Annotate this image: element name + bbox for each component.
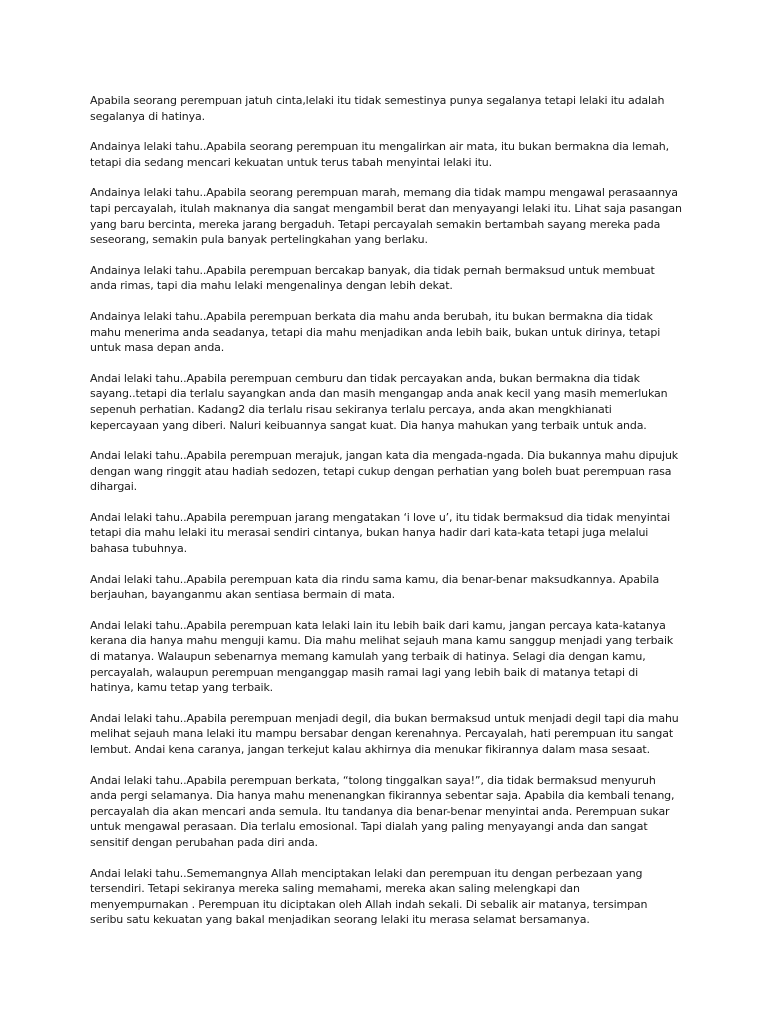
document-page (90, 93, 690, 943)
paragraph-2: Andainya lelaki tahu..Apabila seorang perempuan itu mengalirkan air mata, itu bukan bermakna dia lemah, tetapi dia sedang mencari kekuatan untuk terus tabah menyintai lelaki itu. (90, 140, 669, 169)
paragraph-11: Andai lelaki tahu..Apabila perempuan menjadi degil, dia bukan bermaksud untuk menjadi degil tapi dia mahu melihat sejauh mana lelaki itu mampu bersabar dengan kerenahnya. Percayalah, hati perempuan itu sangat lembut. Andai kena caranya, jangan terkejut kalau akhirnya dia menukar fikirannya dalam masa sesaat. (90, 711, 679, 756)
paragraph-10: Andai lelaki tahu..Apabila perempuan kata lelaki lain itu lebih baik dari kamu, jangan percaya kata-katanya kerana dia hanya mahu menguji kamu. Dia mahu melihat sejauh mana kamu sanggup menjadi yang terbaik di matanya. Walaupun sebenarnya memang kamulah yang terbaik di hatinya. Selagi dia dengan kamu, percayalah, walaupun perempuan menganggap masih ramai lagi yang lebih baik di matanya tetapi di hatinya, kamu tetap yang terbaik. (90, 618, 674, 695)
paragraph-1: Apabila seorang perempuan jatuh cinta,lelaki itu tidak semestinya punya segalanya tetapi lelaki itu adalah segalanya di hatinya. (90, 94, 665, 123)
paragraph-12: Andai lelaki tahu..Apabila perempuan berkata, “tolong tinggalkan saya!”, dia tidak bermaksud menyuruh anda pergi selamanya. Dia hanya mahu menenangkan fikirannya sebentar saja. Apabila dia kembali tenang, percayalah dia akan mencari anda semula. Itu tandanya dia benar-benar menyintai anda. Perempuan sukar untuk mengawal perasaan. Dia terlalu emosional. Tapi dialah yang paling menyayangi anda dan sangat sensitif dengan perubahan pada diri anda. (90, 773, 675, 849)
paragraph-7: Andai lelaki tahu..Apabila perempuan merajuk, jangan kata dia mengada-ngada. Dia bukannya mahu dipujuk dengan wang ringgit atau hadiah sedozen, tetapi cukup dengan perhatian yang boleh buat perempuan rasa dihargai. (90, 449, 678, 494)
paragraph-6: Andai lelaki tahu..Apabila perempuan cemburu dan tidak percayakan anda, bukan bermakna dia tidak sayang..tetapi dia terlalu sayangkan anda dan masih mengangap anda anak kecil yang masih memerlukan sepenuh perhatian. Kadang2 dia terlalu risau sekiranya terlalu percaya, anda akan mengkhianati kepercayaan yang diberi. Naluri keibuannya sangat kuat. Dia hanya mahukan yang terbaik untuk anda. (90, 371, 668, 432)
paragraph-5: Andainya lelaki tahu..Apabila perempuan berkata dia mahu anda berubah, itu bukan bermakna dia tidak mahu menerima anda seadanya, tetapi dia mahu menjadikan anda lebih baik, bukan untuk dirinya, tetapi untuk masa depan anda. (90, 309, 661, 355)
paragraph-9: Andai lelaki tahu..Apabila perempuan kata dia rindu sama kamu, dia benar-benar maksudkannya. Apabila berjauhan, bayanganmu akan sentiasa bermain di mata. (90, 572, 660, 602)
paragraph-8: Andai lelaki tahu..Apabila perempuan jarang mengatakan ‘i love u’, itu tidak bermaksud dia tidak menyintai tetapi dia mahu lelaki itu merasai sendiri cintanya, bukan hanya hadir dari kata-kata tetapi juga melalui bahasa tubuhnya. (90, 510, 671, 556)
paragraph-4: Andainya lelaki tahu..Apabila perempuan bercakap banyak, dia tidak pernah bermaksud untuk membuat anda rimas, tapi dia mahu lelaki mengenalinya dengan lebih dekat. (90, 263, 655, 293)
paragraph-13: Andai lelaki tahu..Sememangnya Allah menciptakan lelaki dan perempuan itu dengan perbezaan yang tersendiri. Tetapi sekiranya mereka saling memahami, mereka akan saling melengkapi dan menyempurnakan . Perempuan itu diciptakan oleh Allah indah sekali. Di sebalik air matanya, tersimpan seribu satu kekuatan yang bakal menjadikan seorang lelaki itu merasa selamat bersamanya. (90, 866, 648, 927)
paragraph-3: Andainya lelaki tahu..Apabila seorang perempuan marah, memang dia tidak mampu mengawal perasaannya tapi percayalah, itulah maknanya dia sangat mengambil berat dan menyayangi lelaki itu. Lihat saja pasangan yang baru bercinta, mereka jarang bergaduh. Tetapi percayalah semakin bertambah sayang mereka pada seseorang, semakin pula banyak pertelingkahan yang berlaku. (90, 186, 682, 247)
